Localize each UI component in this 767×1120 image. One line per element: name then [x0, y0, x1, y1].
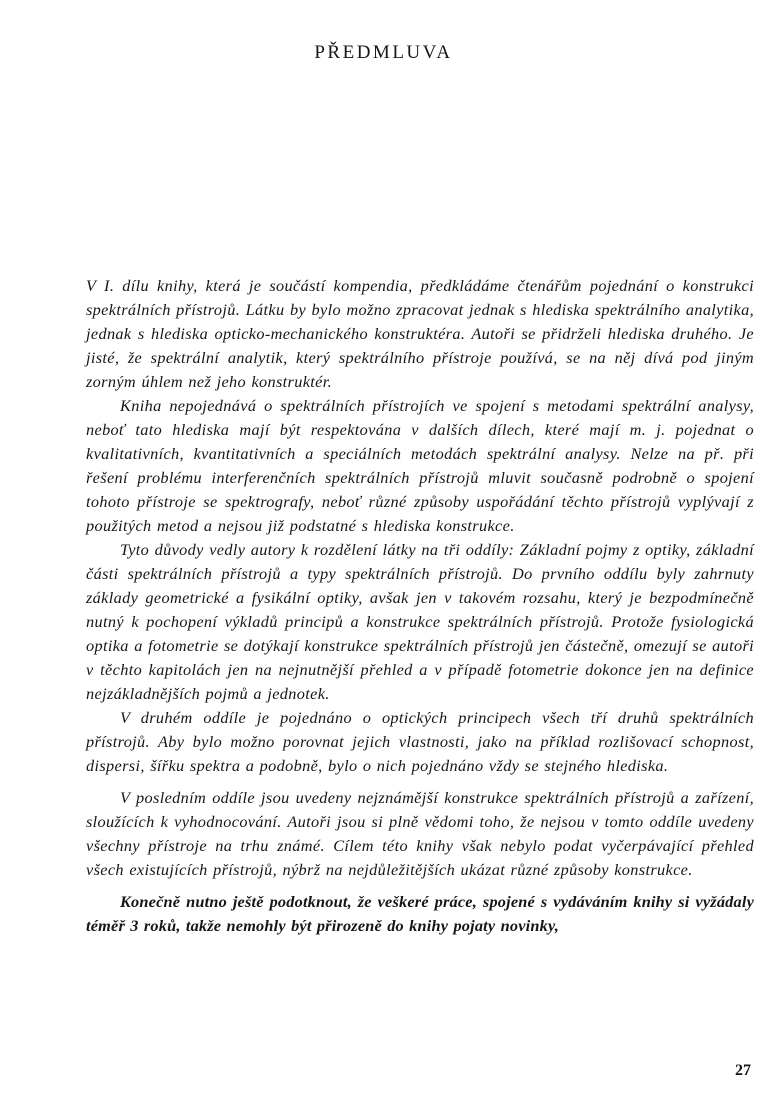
- paragraph-5: V posledním oddíle jsou uvedeny nejznámější konstrukce spektrálních přístrojů a zařízení, sloužících k vyhodnocování. Autoři jsou si plně vědomi toho, že nejsou v tomto oddíle uvedeny všechny přístroje na trhu známé. Cílem této knihy však nebylo podat vyčerpávající přehled všech existujících přístrojů, nýbrž na nejdůležitějších ukázat různé způsoby konstrukce.: [86, 788, 754, 879]
- page-number: 27: [735, 1062, 751, 1079]
- paragraph-6: Konečně nutno ještě podotknout, že veškeré práce, spojené s vydáváním knihy si vyžádaly téměř 3 roků, takže nemohly být přirozeně do knihy pojaty novinky,: [86, 892, 754, 935]
- paragraph-2: Kniha nepojednává o spektrálních přístrojích ve spojení s metodami spektrální analysy, neboť tato hlediska mají být respektována v dalších dílech, které mají m. j. pojednat o kvalitativních, kvantitativních a speciálních metodách spektrální analysy. Nelze na př. při řešení problému interferenčních spektrálních přístrojů mluvit současně podrobně o spojení tohoto přístroje se spektrografy, neboť různé způsoby uspořádání těchto přístrojů vyplývají z použitých metod a nejsou již podstatné s hlediska konstrukce.: [86, 396, 754, 535]
- page-title: PŘEDMLUVA: [314, 42, 453, 63]
- paragraph-4: V druhém oddíle je pojednáno o optických principech všech tří druhů spektrálních přístrojů. Aby bylo možno porovnat jejich vlastnosti, jako na příklad rozlišovací schopnost, dispersi, šířku spektra a podobně, bylo o nich pojednáno vždy se stejného hlediska.: [86, 708, 754, 775]
- paragraph-3: Tyto důvody vedly autory k rozdělení látky na tři oddíly: Základní pojmy z optiky, základní části spektrálních přístrojů a typy spektrálních přístrojů. Do prvního oddílu byly zahrnuty základy geometrické a fysikální optiky, avšak jen v takovém rozsahu, který je bezpodmínečně nutný k pochopení výkladů principů a konstrukce spektrálních přístrojů. Protože fysiologická optika a fotometrie se dotýkají konstrukce spektrálních přístrojů jen částečně, omezují se autoři v těchto kapitolách jen na nejnutnější přehled a v případě fotometrie dokonce jen na definice nejzákladnějších pojmů a jednotek.: [86, 540, 754, 703]
- preface-body: [86, 274, 754, 938]
- paragraph-1: V I. dílu knihy, která je součástí kompendia, předkládáme čtenářům pojednání o konstrukci spektrálních přístrojů. Látku by bylo možno zpracovat jednak s hlediska spektrálního analytika, jednak s hlediska opticko-mechanického konstruktéra. Autoři se přidrželi hlediska druhého. Je jisté, že spektrální analytik, který spektrálního přístroje používá, se na něj dívá pod jiným zorným úhlem než jeho konstruktér.: [86, 276, 754, 391]
